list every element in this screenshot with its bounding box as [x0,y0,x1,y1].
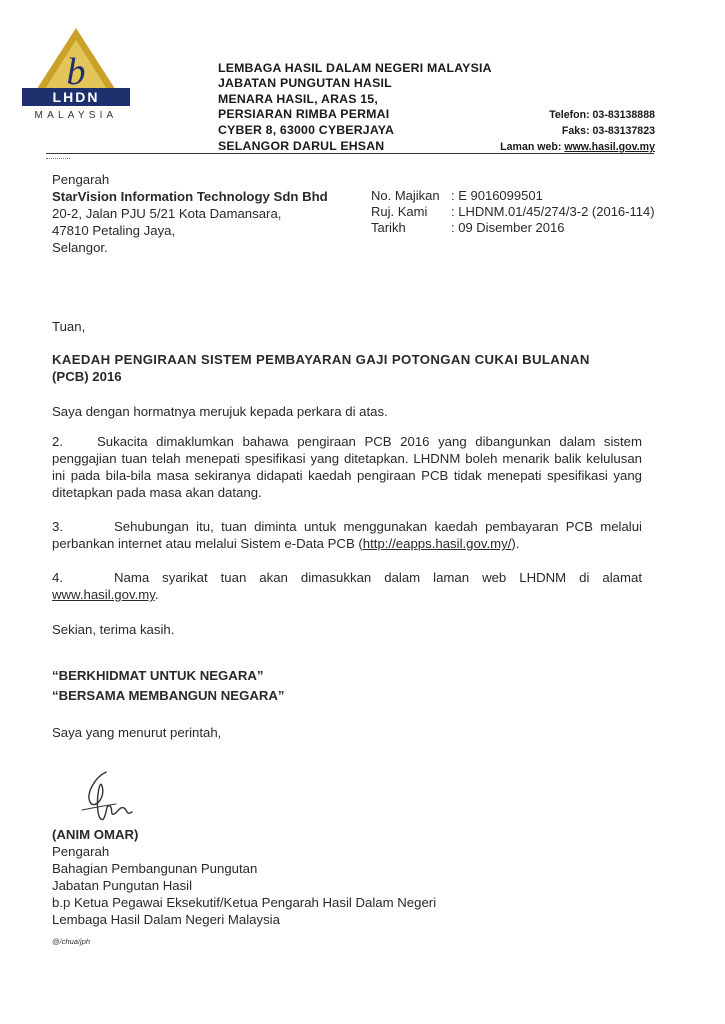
hasil-website-link[interactable]: www.hasil.gov.my [52,587,155,602]
lhdn-logo [22,26,130,116]
motto-2: “BERSAMA MEMBANGUN NEGARA” [52,688,285,703]
paragraph-3-text: Sehubungan itu, tuan diminta untuk menggunakan kaedah pembayaran PCB melalui perbankan internet atau melalui Sistem e-Data PCB ( [52,519,642,551]
ref-label-no-majikan: No. Majikan [371,188,440,203]
subject-line-2: (PCB) 2016 [52,369,122,384]
recipient-title: Pengarah [52,172,110,187]
paragraph-4-end: . [154,587,159,602]
ref-label-ruj-kami: Ruj. Kami [371,204,428,219]
recipient-address-line-2: 47810 Petaling Jaya, [52,223,176,238]
header-divider-dots [46,158,70,159]
header-address-line-2: JABATAN PUNGUTAN HASIL [218,76,392,90]
closing: Sekian, terima kasih. [52,622,175,637]
header-address-line-3: MENARA HASIL, ARAS 15, [218,92,378,106]
handwritten-signature [76,768,140,828]
signatory-line-5: Lembaga Hasil Dalam Negeri Malaysia [52,912,280,927]
paragraph-2-number: 2. [52,434,63,449]
ref-value-no-majikan: : E 9016099501 [451,188,543,203]
recipient-company: StarVision Information Technology Sdn Bhd [52,189,328,204]
paragraph-3-end: ). [511,536,520,551]
recipient-address-line-1: 20-2, Jalan PJU 5/21 Kota Damansara, [52,206,282,221]
motto-1: “BERKHIDMAT UNTUK NEGARA” [52,668,264,683]
laman-label: Laman web: [500,141,565,153]
subject-line-1: KAEDAH PENGIRAAN SISTEM PEMBAYARAN GAJI POTONGAN CUKAI BULANAN [52,352,590,367]
logo-letter: b [66,51,86,93]
header-divider [46,153,654,154]
ref-value-ruj-kami: : LHDNM.01/45/274/3-2 (2016-114) [451,204,655,219]
header-address-line-6: SELANGOR DARUL EHSAN [218,139,385,153]
paragraph-3-number: 3. [52,519,63,534]
paragraph-4-number: 4. [52,570,63,585]
signatory-line-4: b.p Ketua Pegawai Eksekutif/Ketua Pengarah Hasil Dalam Negeri [52,895,437,910]
laman-web-link[interactable]: www.hasil.gov.my [564,141,655,153]
header-telefon: Telefon: 03-83138888 [549,109,655,121]
logo-country: MALAYSIA [34,110,118,121]
intro-paragraph: Saya dengan hormatnya merujuk kepada perkara di atas. [52,404,388,419]
reference-footnote: @/chua/jph [52,937,91,946]
paragraph-2-text: Sukacita dimaklumkan bahawa pengiraan PCB 2016 yang dibangunkan dalam sistem penggajian tuan telah menepati spesifikasi yang ditetapkan. LHDNM boleh menarik balik kelulusan ini pada bila-bila masa sekiranya didapati kaedah pengiraan PCB tidak menepati spesifikasi yang ditetapkan pada masa akan datang. [52,434,642,500]
edata-pcb-link[interactable]: http://eapps.hasil.gov.my/ [362,536,512,551]
signatory-line-3: Jabatan Pungutan Hasil [52,878,193,893]
header-address-line-4: PERSIARAN RIMBA PERMAI [218,107,390,121]
paragraph-2 [52,433,642,501]
header-address-line-5: CYBER 8, 63000 CYBERJAYA [218,123,395,137]
paragraph-4-text: Nama syarikat tuan akan dimasukkan dalam laman web LHDNM di alamat [114,570,642,585]
signatory-line-1: Pengarah [52,844,110,859]
header-faks: Faks: 03-83137823 [561,125,655,137]
header-laman-web [500,141,655,153]
sign-off: Saya yang menurut perintah, [52,725,222,740]
logo-acronym: LHDN [52,89,100,105]
header-address-line-1: LEMBAGA HASIL DALAM NEGERI MALAYSIA [218,61,492,75]
paragraph-3 [52,518,642,552]
recipient-address-line-3: Selangor. [52,240,108,255]
ref-value-tarikh: : 09 Disember 2016 [451,220,565,235]
salutation: Tuan, [52,319,86,334]
ref-label-tarikh: Tarikh [371,220,406,235]
paragraph-4 [52,569,642,603]
signatory-line-2: Bahagian Pembangunan Pungutan [52,861,258,876]
signatory-name: (ANIM OMAR) [52,827,139,842]
